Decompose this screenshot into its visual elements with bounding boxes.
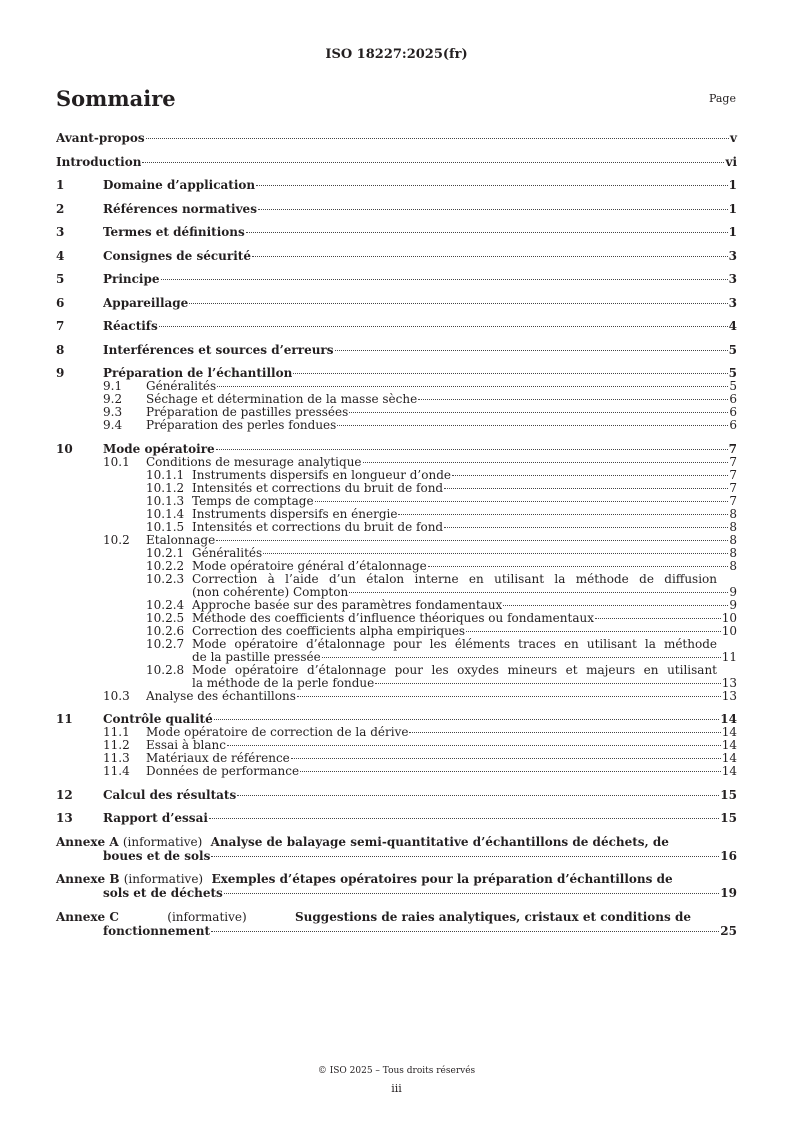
toc-entry-10-2-6[interactable]: 10.2.6 Correction des coefficients alpha empiriques 10 [146,623,737,638]
toc-entry-9-4[interactable]: 9.4 Préparation des perles fondues 6 [103,418,737,432]
toc-entry-10-1-2[interactable]: 10.1.2 Intensités et corrections du bruit de fond 7 [146,480,737,495]
toc-title: Sommaire [56,86,176,111]
toc-entry-avant-propos[interactable]: Avant-propos v [56,131,737,145]
toc-entry-10-3[interactable]: 10.3 Analyse des échantillons 13 [103,688,737,703]
toc-entry-2[interactable]: 2 Références normatives 1 [56,201,737,216]
toc-entry-10-2-5[interactable]: 10.2.5 Méthode des coefficients d’influence théoriques ou fondamentaux 10 [146,610,737,625]
toc-entry-4[interactable]: 4 Consignes de sécurité 3 [56,248,737,263]
toc-entry-annex-a[interactable]: Annexe A (informative) Analyse de balayage semi-quantitative d’échantillons de déchets, de boues et de sols 16 [56,834,737,863]
toc-entry-10-2-8[interactable]: 10.2.8 Mode opératoire d’étalonnage pour les oxydes mineurs et majeurs en utilisant la méthode de la perle fondue 13 [146,662,737,690]
toc-entry-5[interactable]: 5 Principe 3 [56,272,737,286]
toc-entry-11-1[interactable]: 11.1 Mode opératoire de correction de la dérive 14 [103,725,737,739]
table-of-contents [56,131,737,938]
toc-entry-3[interactable]: 3 Termes et définitions 1 [56,225,737,239]
copyright-notice: © ISO 2025 – Tous droits réservés [317,1066,476,1076]
toc-entry-introduction[interactable]: Introduction vi [56,154,737,169]
toc-entry-8[interactable]: 8 Interférences et sources d’erreurs 5 [56,342,737,357]
toc-entry-10-1-5[interactable]: 10.1.5 Intensités et corrections du bruit de fond 8 [146,519,737,534]
toc-entry-9-1[interactable]: 9.1 Généralités 5 [103,379,737,393]
toc-entry-11[interactable]: 11 Contrôle qualité 14 [56,712,737,726]
toc-entry-10-2-3[interactable]: 10.2.3 Correction à l’aide d’un étalon interne en utilisant la méthode de diffusion (non cohérente) Compton 9 [146,571,737,599]
toc-entry-10-2-2[interactable]: 10.2.2 Mode opératoire général d’étalonnage 8 [146,558,737,573]
toc-entry-11-2[interactable]: 11.2 Essai à blanc 14 [103,738,737,752]
toc-entry-9-3[interactable]: 9.3 Préparation de pastilles pressées 6 [103,405,737,419]
toc-entry-11-4[interactable]: 11.4 Données de performance 14 [103,764,737,778]
toc-entry-9-2[interactable]: 9.2 Séchage et détermination de la masse sèche 6 [103,392,737,406]
toc-entry-10-2-1[interactable]: 10.2.1 Généralités 8 [146,545,737,560]
toc-entry-10-2-4[interactable]: 10.2.4 Approche basée sur des paramètres fondamentaux 9 [146,597,737,612]
toc-entry-10-1-4[interactable]: 10.1.4 Instruments dispersifs en énergie 8 [146,506,737,521]
document-header: ISO 18227:2025(fr) [325,47,468,62]
toc-entry-7[interactable]: 7 Réactifs 4 [56,319,737,333]
toc-entry-9[interactable]: 9 Préparation de l’échantillon 5 [56,366,737,380]
toc-entry-6[interactable]: 6 Appareillage 3 [56,295,737,310]
toc-entry-annex-b[interactable]: Annexe B (informative) Exemples d’étapes opératoires pour la préparation d’échantillons de sols et de déchets 19 [56,872,737,900]
toc-entry-1[interactable]: 1 Domaine d’application 1 [56,178,737,192]
toc-entry-10-1-3[interactable]: 10.1.3 Temps de comptage 7 [146,493,737,508]
toc-entry-11-3[interactable]: 11.3 Matériaux de référence 14 [103,751,737,765]
toc-entry-10[interactable]: 10 Mode opératoire 7 [56,441,737,456]
page-column-label: Page [708,92,736,105]
toc-entry-10-2[interactable]: 10.2 Étalonnage 8 [103,532,737,547]
toc-entry-13[interactable]: 13 Rapport d’essai 15 [56,811,737,825]
toc-entry-annex-c[interactable]: Annexe C (informative) Suggestions de raies analytiques, cristaux et conditions de fonctionnement 25 [56,909,737,938]
page-number: iii [391,1082,402,1095]
toc-entry-10-2-7[interactable]: 10.2.7 Mode opératoire d’étalonnage pour les éléments traces en utilisant la méthode de la pastille pressée 11 [146,636,737,664]
toc-entry-12[interactable]: 12 Calcul des résultats 15 [56,787,737,802]
toc-entry-10-1[interactable]: 10.1 Conditions de mesurage analytique 7 [103,454,737,469]
toc-entry-10-1-1[interactable]: 10.1.1 Instruments dispersifs en longueur d’onde 7 [146,467,737,482]
